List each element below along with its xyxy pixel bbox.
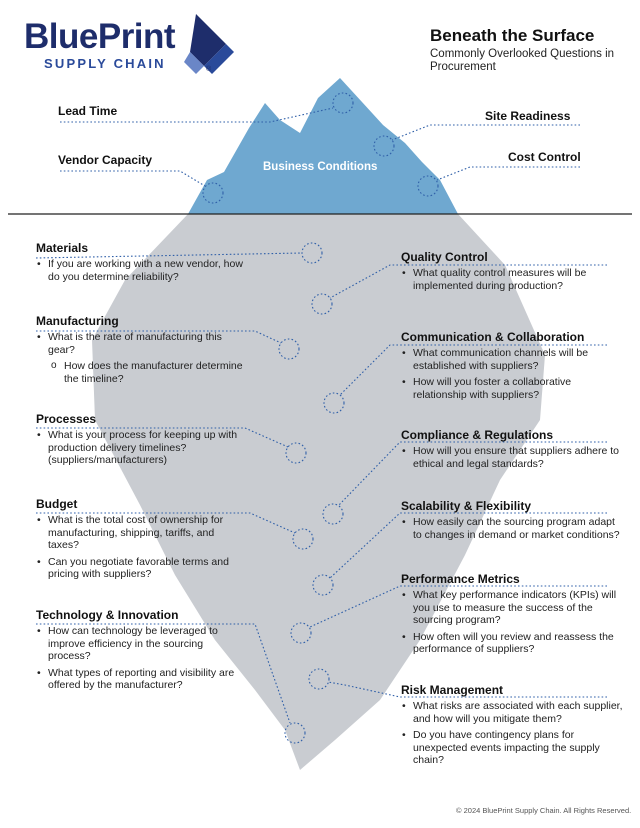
list-item: • Do you have contingency plans for unexpected events impacting the supply chain? [401,729,623,767]
connector-line [437,167,580,180]
connector-line [392,125,580,140]
logo-tagline: SUPPLY CHAIN [44,56,166,71]
section-performance-metrics [401,572,623,660]
page-title: Beneath the Surface [430,26,595,45]
section-compliance-regulations [401,428,623,474]
list-item: • What is your process for keeping up with production delivery timelines? (suppliers/manufacturers) [36,429,246,467]
list-subitem: o How does the manufacturer determine the timeline? [36,360,246,385]
list-item: • What quality control measures will be implemented during production? [401,267,623,292]
logo-mark-icon [184,14,234,74]
section-heading: Technology & Innovation [36,608,179,622]
section-risk-management [401,683,623,771]
list-item: • What key performance indicators (KPIs) will you use to measure the success of the sourcing program? [401,589,623,627]
page-subtitle: Commonly Overlooked Questions in Procurement [430,48,615,73]
list-item: • What types of reporting and visibility are offered by the manufacturer? [36,667,246,692]
business-conditions-label: Business Conditions [263,161,378,173]
section-quality-control [401,250,623,296]
logo-brand: BluePrint [24,17,176,56]
list-item: • What is the rate of manufacturing this gear? [36,331,246,356]
section-heading: Materials [36,241,89,255]
list-item: • How easily can the sourcing program adapt to changes in demand or market conditions? [401,516,623,541]
label-lead-time: Lead Time [58,104,118,118]
connector-line [60,171,205,186]
section-budget [36,497,246,585]
section-technology-innovation [36,608,246,696]
label-cost-control: Cost Control [508,150,581,164]
section-processes [36,412,246,471]
section-heading: Compliance & Regulations [401,428,554,442]
list-item: • How will you ensure that suppliers adhere to ethical and legal standards? [401,445,623,470]
list-item: • How will you foster a collaborative relationship with suppliers? [401,376,623,401]
section-heading: Quality Control [401,250,488,264]
label-vendor-capacity: Vendor Capacity [58,153,153,167]
registered-mark: ® [206,66,212,73]
section-scalability-flexibility [401,499,623,545]
list-item: • Can you negotiate favorable terms and pricing with suppliers? [36,556,246,581]
copyright-footer: © 2024 BluePrint Supply Chain. All Rights Reserved. [456,806,632,815]
list-item: • What risks are associated with each supplier, and how will you mitigate them? [401,700,623,725]
section-communication-collaboration [401,330,623,405]
label-site-readiness: Site Readiness [485,109,571,123]
section-heading: Budget [36,497,78,511]
list-item: • If you are working with a new vendor, how do you determine reliability? [36,258,246,283]
section-materials [36,241,246,287]
list-item: • What communication channels will be established with suppliers? [401,347,623,372]
section-heading: Performance Metrics [401,572,520,586]
section-heading: Manufacturing [36,314,119,328]
section-heading: Risk Management [401,683,504,697]
iceberg-tip [188,78,458,214]
section-heading: Communication & Collaboration [401,330,585,344]
list-item: • How can technology be leveraged to improve efficiency in the sourcing process? [36,625,246,663]
section-manufacturing [36,314,246,389]
section-heading: Scalability & Flexibility [401,499,532,513]
list-item: • How often will you review and reassess the performance of suppliers? [401,631,623,656]
list-item: • What is the total cost of ownership for manufacturing, shipping, tariffs, and taxes? [36,514,246,552]
section-heading: Processes [36,412,97,426]
